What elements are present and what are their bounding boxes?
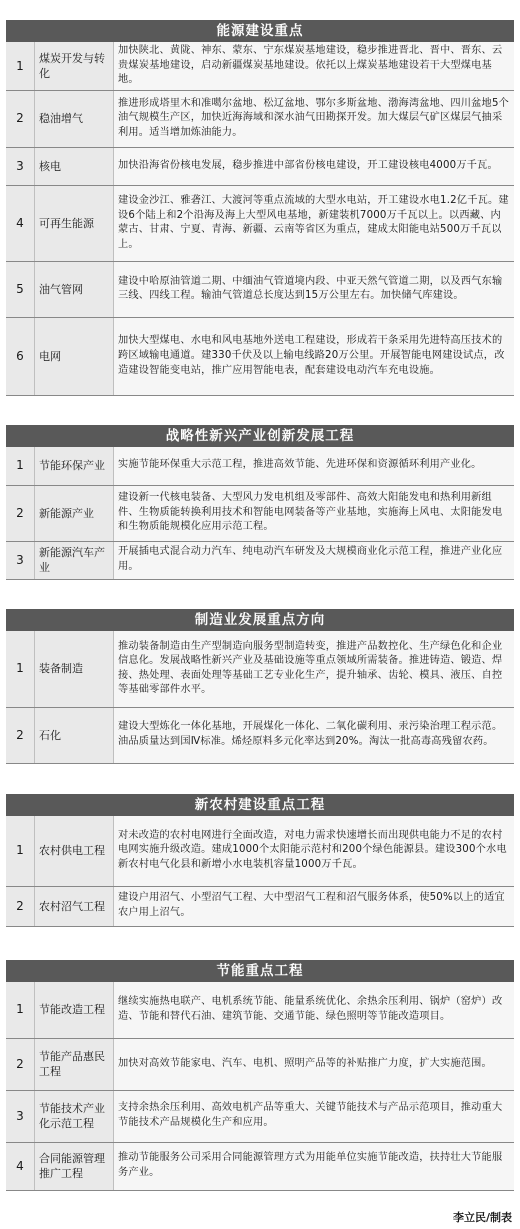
row-name: 电网 [35,317,114,395]
section-table [6,816,514,927]
row-name: 石化 [35,707,114,763]
row-description: 继续实施热电联产、电机系统节能、能量系统优化、余热余压利用、锅炉（窑炉）改造、节能和替代石油、建筑节能、交通节能、绿色照明等节能改造项目。 [114,982,515,1038]
row-number: 1 [6,816,35,886]
row-number: 1 [6,982,35,1038]
table-row [6,1038,514,1090]
row-number: 4 [6,185,35,261]
row-name: 稳油增气 [35,90,114,147]
section-table [6,631,514,764]
row-name: 农村沼气工程 [35,886,114,926]
row-description: 推进形成塔里木和准噶尔盆地、松辽盆地、鄂尔多斯盆地、渤海湾盆地、四川盆地5个油气规模生产区，加快近海海域和深水油气田勘探开发。加大煤层气矿区煤层气抽采利用。适当增加炼油能力。 [114,90,515,147]
table-row [6,982,514,1038]
table-row [6,1142,514,1190]
row-description: 加快对高效节能家电、汽车、电机、照明产品等的补贴推广力度，扩大实施范围。 [114,1038,515,1090]
row-name: 新能源汽车产业 [35,541,114,579]
row-number: 2 [6,707,35,763]
table-row [6,147,514,185]
section-title: 制造业发展重点方向 [6,609,514,631]
section-emerging-industries [6,425,514,580]
table-row [6,886,514,926]
section-table [6,42,514,396]
table-row [6,42,514,90]
row-name: 核电 [35,147,114,185]
row-description: 建设金沙江、雅砻江、大渡河等重点流域的大型水电站，开工建设水电1.2亿千瓦。建设6个陆上和2个沿海及海上大型风电基地，新建装机7000万千瓦以上。以西藏、内蒙古、甘肃、宁夏、青海、新疆、云南等省区为重点，建成太阳能电站500万千瓦以上。 [114,185,515,261]
row-description: 加快陕北、黄陇、神东、蒙东、宁东煤炭基地建设，稳步推进晋北、晋中、晋东、云贵煤炭基地建设，启动新疆煤炭基地建设。依托以上煤炭基地建设若干大型煤电基地。 [114,42,515,90]
row-number: 3 [6,147,35,185]
row-name: 油气管网 [35,261,114,317]
row-description: 实施节能环保重大示范工程，推进高效节能、先进环保和资源循环利用产业化。 [114,447,515,485]
table-row [6,485,514,541]
row-name: 煤炭开发与转化 [35,42,114,90]
row-name: 节能改造工程 [35,982,114,1038]
section-energy-saving [6,960,514,1191]
row-description: 建设户用沼气、小型沼气工程、大中型沼气工程和沼气服务体系，使50%以上的适宜农户用上沼气。 [114,886,515,926]
row-name: 装备制造 [35,631,114,707]
table-row [6,261,514,317]
row-name: 可再生能源 [35,185,114,261]
row-number: 3 [6,541,35,579]
row-number: 2 [6,90,35,147]
section-title: 新农村建设重点工程 [6,794,514,816]
row-description: 加快大型煤电、水电和风电基地外送电工程建设，形成若干条采用先进特高压技术的跨区域输电通道。建330千伏及以上输电线路20万公里。开展智能电网建设试点，改造建设智能变电站，推广应用智能电表，配套建设电动汽车充电设施。 [114,317,515,395]
row-description: 建设新一代核电装备、大型风力发电机组及零部件、高效大阳能发电和热利用新组件、生物质能转换利用技术和智能电网装备等产业基地，实施海上风电、太阳能发电和生物质能规模化应用示范工程。 [114,485,515,541]
row-description: 支持余热余压利用、高效电机产品等重大、关键节能技术与产品示范项目，推动重大节能技术产品规模化生产和应用。 [114,1090,515,1142]
row-name: 合同能源管理推广工程 [35,1142,114,1190]
table-row [6,707,514,763]
row-description: 推动节能服务公司采用合同能源管理方式为用能单位实施节能改造，扶持壮大节能服务产业。 [114,1142,515,1190]
row-number: 4 [6,1142,35,1190]
table-row [6,447,514,485]
table-row [6,631,514,707]
section-manufacturing [6,609,514,764]
section-title: 节能重点工程 [6,960,514,982]
row-name: 新能源产业 [35,485,114,541]
row-number: 2 [6,485,35,541]
table-row [6,816,514,886]
table-row [6,90,514,147]
row-number: 2 [6,886,35,926]
section-energy [6,20,514,396]
table-row [6,541,514,579]
row-description: 建设大型炼化一体化基地，开展煤化一体化、二氧化碳利用、汞污染治理工程示范。油品质量达到国Ⅳ标准。烯烃原料多元化率达到20%。淘汰一批高毒高残留农药。 [114,707,515,763]
row-description: 对未改造的农村电网进行全面改造，对电力需求快速增长而出现供电能力不足的农村电网实施升级改造。建成1000个太阳能示范村和200个绿色能源县。建设300个水电新农村电气化县和新增小水电装机容量1000万千瓦。 [114,816,515,886]
row-number: 6 [6,317,35,395]
row-name: 农村供电工程 [35,816,114,886]
row-description: 建设中哈原油管道二期、中缅油气管道境内段、中亚天然气管道二期，以及西气东输三线、四线工程。输油气管道总长度达到15万公里左右。加快储气库建设。 [114,261,515,317]
table-row [6,1090,514,1142]
section-title: 能源建设重点 [6,20,514,42]
section-title: 战略性新兴产业创新发展工程 [6,425,514,447]
row-description: 推动装备制造由生产型制造向服务型制造转变，推进产品数控化、生产绿色化和企业信息化。发展战略性新兴产业及基础设施等重点领域所需装备。推进铸造、锻造、焊接、热处理、表面处理等基础工艺专业化生产，提升轴承、齿轮、模具、液压、自控等基础零部件水平。 [114,631,515,707]
row-number: 2 [6,1038,35,1090]
table-row [6,317,514,395]
row-name: 节能环保产业 [35,447,114,485]
row-description: 加快沿海省份核电发展，稳步推进中部省份核电建设，开工建设核电4000万千瓦。 [114,147,515,185]
section-new-countryside [6,794,514,927]
section-table [6,982,514,1191]
row-number: 1 [6,631,35,707]
row-name: 节能技术产业化示范工程 [35,1090,114,1142]
row-number: 1 [6,447,35,485]
author-credit: 李立民/制表 [452,1211,512,1224]
row-name: 节能产品惠民工程 [35,1038,114,1090]
row-number: 3 [6,1090,35,1142]
section-table [6,447,514,580]
row-description: 开展插电式混合动力汽车、纯电动汽车研发及大规模商业化示范工程，推进产业化应用。 [114,541,515,579]
table-row [6,185,514,261]
row-number: 5 [6,261,35,317]
row-number: 1 [6,42,35,90]
